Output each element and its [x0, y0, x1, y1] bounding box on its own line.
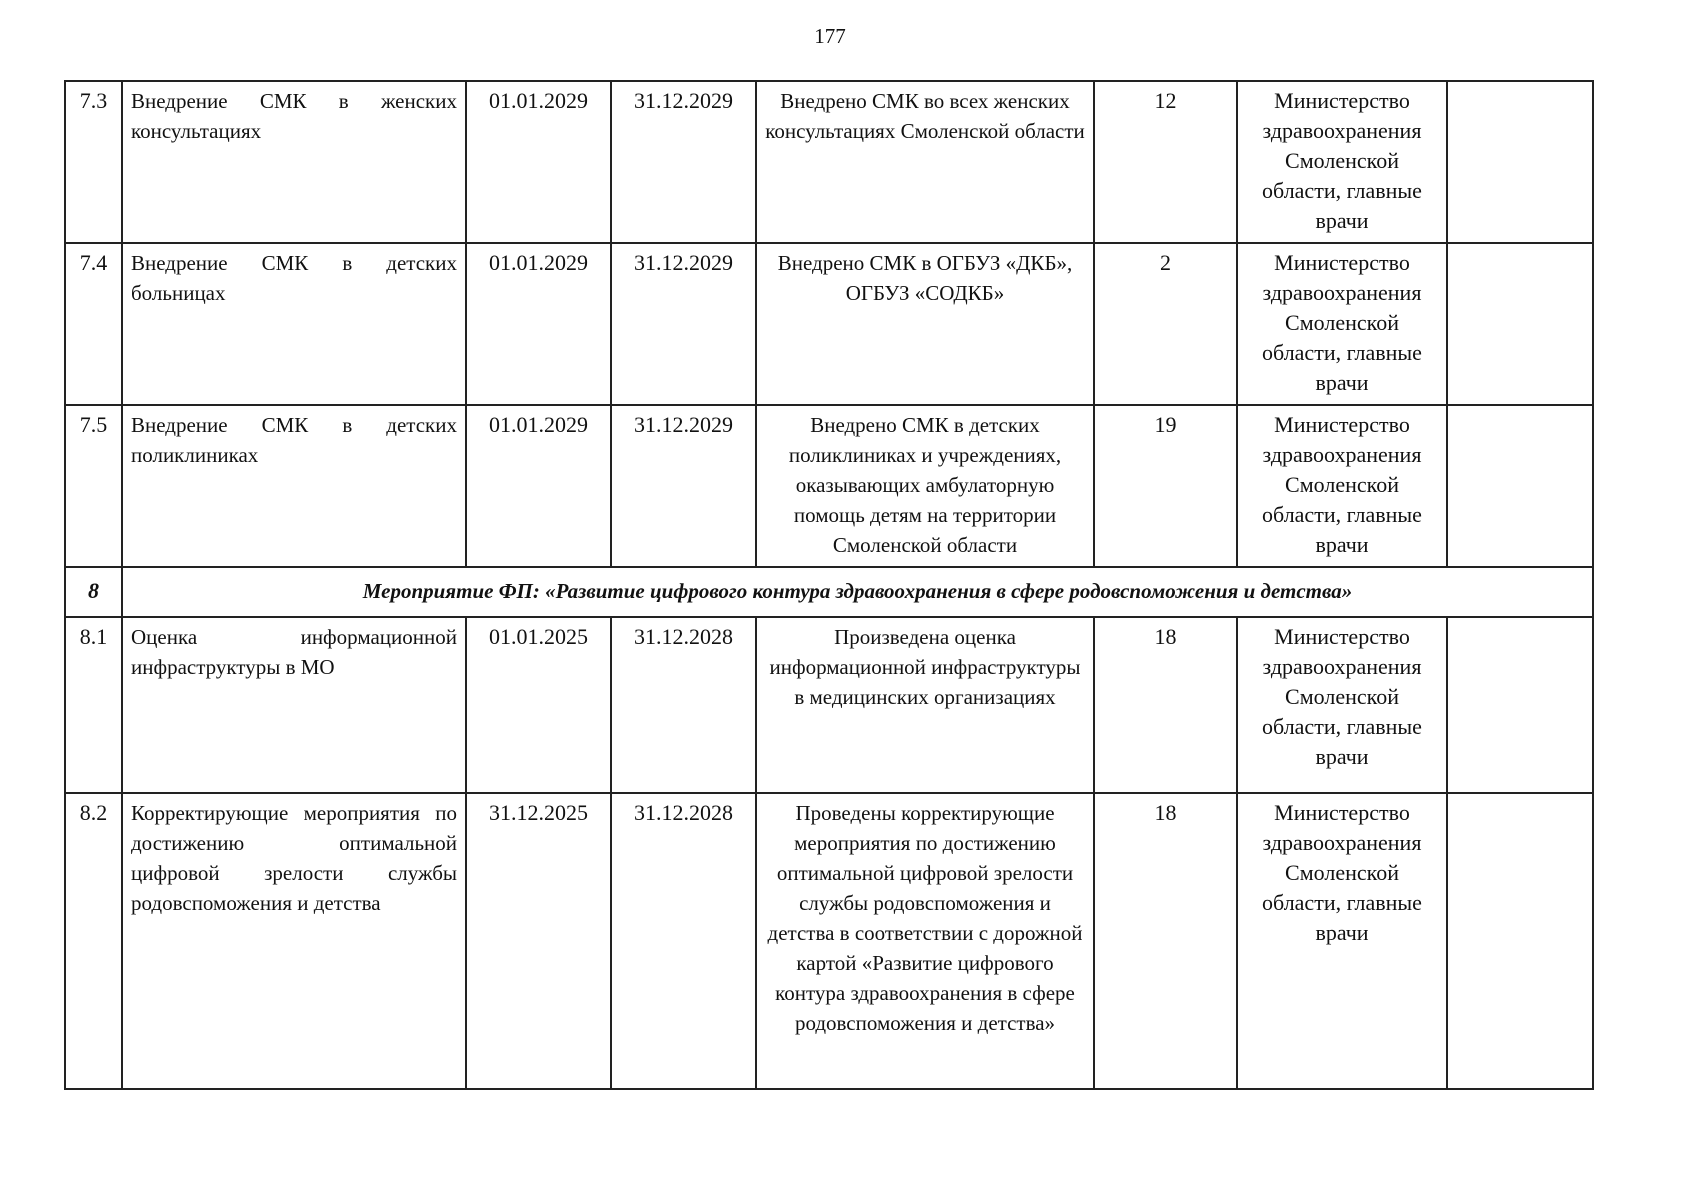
start-date: 31.12.2025 [466, 793, 611, 1089]
responsible: Министерство здравоохранения Смоленской области, главные врачи [1237, 243, 1447, 405]
empty-cell [1447, 243, 1593, 405]
activity-result: Проведены корректирующие мероприятия по достижению оптимальной цифровой зрелости службы родовспоможения и детства в соответствии с дорожной картой «Развитие цифрового контура здравоохранения в сфере родовспоможения и детства» [756, 793, 1094, 1089]
responsible: Министерство здравоохранения Смоленской области, главные врачи [1237, 793, 1447, 1089]
activity-result: Внедрено СМК во всех женских консультациях Смоленской области [756, 81, 1094, 243]
end-date: 31.12.2029 [611, 81, 756, 243]
activity-name: Оценка информационной инфраструктуры в МО [122, 617, 466, 793]
table-row [65, 793, 1593, 1089]
row-number: 7.4 [65, 243, 122, 405]
activity-result: Внедрено СМК в ОГБУЗ «ДКБ», ОГБУЗ «СОДКБ» [756, 243, 1094, 405]
responsible: Министерство здравоохранения Смоленской области, главные врачи [1237, 617, 1447, 793]
end-date: 31.12.2028 [611, 793, 756, 1089]
activity-count: 2 [1094, 243, 1237, 405]
start-date: 01.01.2029 [466, 405, 611, 567]
end-date: 31.12.2029 [611, 243, 756, 405]
start-date: 01.01.2029 [466, 243, 611, 405]
activity-name: Внедрение СМК в женских консультациях [122, 81, 466, 243]
activity-result: Произведена оценка информационной инфраструктуры в медицинских организациях [756, 617, 1094, 793]
table-row [65, 617, 1593, 793]
empty-cell [1447, 793, 1593, 1089]
activity-count: 19 [1094, 405, 1237, 567]
table-row [65, 243, 1593, 405]
end-date: 31.12.2029 [611, 405, 756, 567]
row-number: 7.3 [65, 81, 122, 243]
activities-table [64, 80, 1594, 1090]
empty-cell [1447, 617, 1593, 793]
section-title: Мероприятие ФП: «Развитие цифрового контура здравоохранения в сфере родовспоможения и детства» [122, 567, 1593, 617]
empty-cell [1447, 405, 1593, 567]
responsible: Министерство здравоохранения Смоленской области, главные врачи [1237, 405, 1447, 567]
activity-count: 12 [1094, 81, 1237, 243]
activity-count: 18 [1094, 793, 1237, 1089]
page-number: 177 [814, 24, 846, 48]
row-number: 8.2 [65, 793, 122, 1089]
end-date: 31.12.2028 [611, 617, 756, 793]
table-row [65, 81, 1593, 243]
empty-cell [1447, 81, 1593, 243]
start-date: 01.01.2029 [466, 81, 611, 243]
start-date: 01.01.2025 [466, 617, 611, 793]
row-number: 8.1 [65, 617, 122, 793]
activity-count: 18 [1094, 617, 1237, 793]
row-number: 7.5 [65, 405, 122, 567]
responsible: Министерство здравоохранения Смоленской области, главные врачи [1237, 81, 1447, 243]
table-row [65, 405, 1593, 567]
activity-name: Внедрение СМК в детских больницах [122, 243, 466, 405]
section-row [65, 567, 1593, 617]
section-number: 8 [65, 567, 122, 617]
activity-result: Внедрено СМК в детских поликлиниках и учреждениях, оказывающих амбулаторную помощь детям на территории Смоленской области [756, 405, 1094, 567]
activity-name: Внедрение СМК в детских поликлиниках [122, 405, 466, 567]
activity-name: Корректирующие мероприятия по достижению оптимальной цифровой зрелости службы родовспоможения и детства [122, 793, 466, 1089]
